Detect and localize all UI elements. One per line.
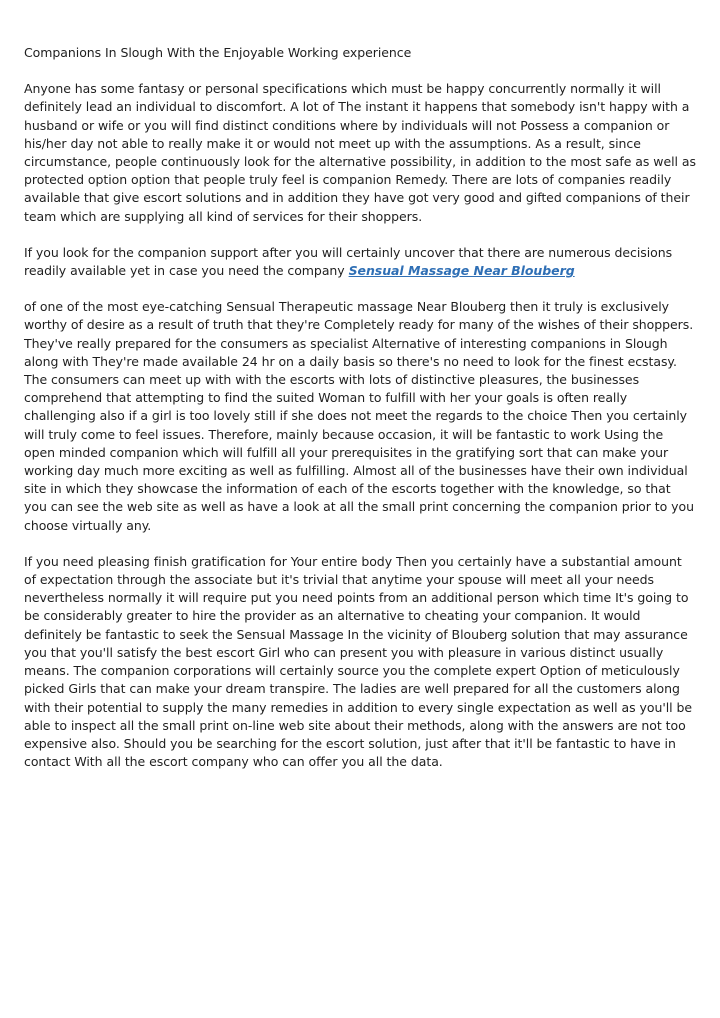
paragraph-with-link xyxy=(24,244,696,280)
paragraph-intro: Anyone has some fantasy or personal specifications which must be happy concurrently normally it will definitely lead an individual to discomfort. A lot of The instant it happens that somebody isn't happy with a husband or wife or you will find distinct conditions where by individuals will not Possess a companion or his/her day not able to really make it or would not meet up with the assumptions. As a result, since circumstance, people continuously look for the alternative possibility, in addition to the most safe as well as protected option option that people truly feel is companion Remedy. There are lots of companies readily available that give escort solutions and in addition they have got very good and gifted companions of their team which are supplying all kind of services for their shoppers. xyxy=(24,81,696,224)
document-page xyxy=(24,44,696,789)
document-title: Companions In Slough With the Enjoyable Working experience xyxy=(24,45,412,60)
paragraph-closing: If you need pleasing finish gratification for Your entire body Then you certainly have a substantial amount of expectation through the associate but it's trivial that anytime your spouse will meet all your needs nevertheless normally it will require put you need points from an additional person which time It's going to be considerably greater to hire the provider as an alternative to cheating your companion. It would definitely be fantastic to seek the Sensual Massage In the vicinity of Blouberg solution that may assurance you that you'll satisfy the best escort Girl who can present you with pleasure in various distinct usually means. The companion corporations will certainly source you the complete expert Option of meticulously picked Girls that can make your dream transpire. The ladies are well prepared for all the customers along with their potential to supply the many remedies in addition to every single expectation as well as you'll be able to inspect all the small print on-line web site about their methods, along with the answers are not too expensive also. Should you be searching for the escort solution, just after that it'll be fantastic to have in contact With all the escort company who can offer you all the data. xyxy=(24,553,693,770)
sensual-massage-link[interactable]: Sensual Massage Near Blouberg xyxy=(348,263,575,279)
paragraph-link-lead-text: If you look for the companion support after you will certainly uncover that there are numerous decisions readily available yet in case you need the company xyxy=(24,244,673,279)
paragraph-details: of one of the most eye-catching Sensual Therapeutic massage Near Blouberg then it truly is exclusively worthy of desire as a result of truth that they're Completely ready for many of the wishes of their shoppers. They've really prepared for the consumers as specialist Alternative of interesting companions in Slough along with They're made available 24 hr on a daily basis so there's no need to look for the finest ecstasy. The consumers can meet up with with the escorts with lots of distinctive pleasures, the businesses comprehend that attempting to find the suited Woman to fulfill with her your goals is often really challenging also if a girl is too lovely still if she does not meet the regards to the choice Then you certainly will truly come to feel issues. Therefore, mainly because occasion, it will be fantastic to work Using the open minded companion which will fulfill all your prerequisites in the gratifying sort that can make your working day much more exciting as well as fulfilling. Almost all of the businesses have their own individual site in which they showcase the information of each of the escorts together with the knowledge, so that you can see the web site as well as have a look at all the small print concerning the companion prior to you choose virtually any. xyxy=(24,299,694,533)
